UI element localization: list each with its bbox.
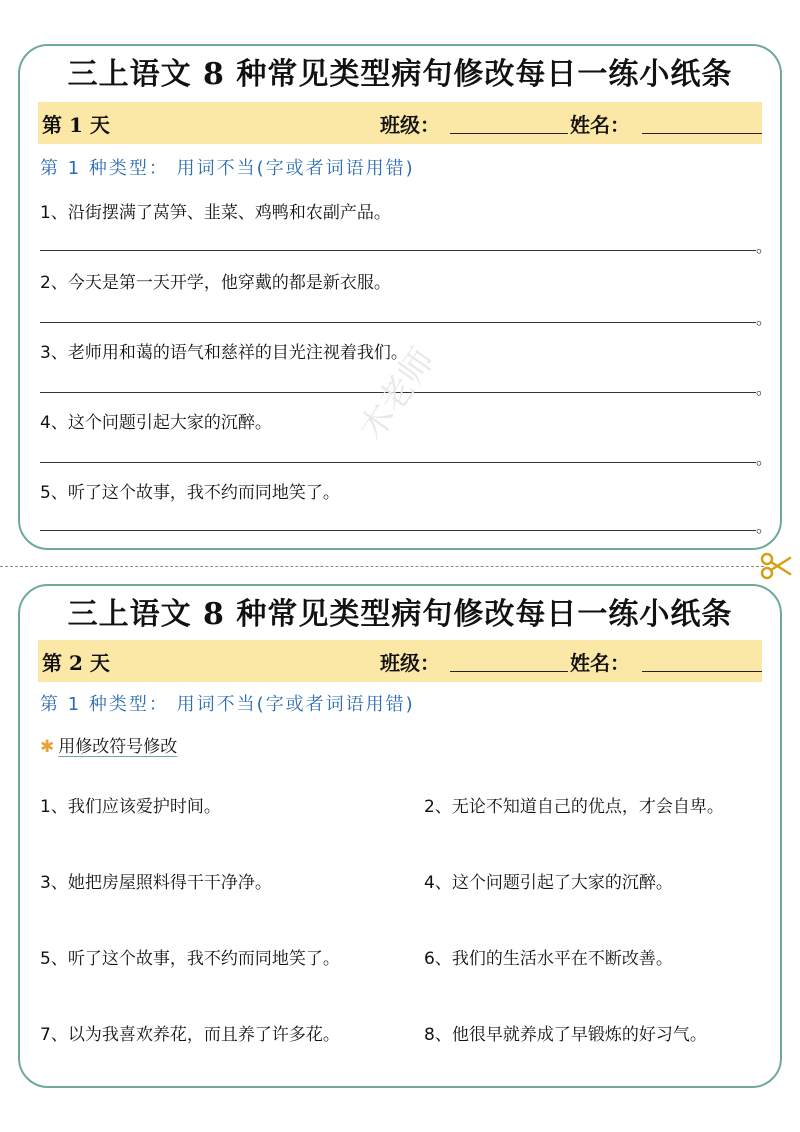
question-1: 1、沿街摆满了莴笋、韭菜、鸡鸭和农副产品。 <box>40 203 391 223</box>
name-blank[interactable] <box>642 671 762 672</box>
question-5: 5、听了这个故事，我不约而同地笑了。 <box>40 483 340 503</box>
exercise-item-5: 5、听了这个故事，我不约而同地笑了。 <box>40 949 340 969</box>
instruction-text: 用修改符号修改 <box>58 737 178 757</box>
exercise-item-6: 6、我们的生活水平在不断改善。 <box>424 949 673 969</box>
class-blank[interactable] <box>450 671 568 672</box>
exercise-item-4: 4、这个问题引起了大家的沉醉。 <box>424 873 673 893</box>
name-label: 姓名： <box>570 112 630 137</box>
question-2: 2、今天是第一天开学，他穿戴的都是新衣服。 <box>40 273 391 293</box>
question-4: 4、这个问题引起大家的沉醉。 <box>40 413 272 433</box>
answer-line-2[interactable] <box>40 322 756 323</box>
asterisk-icon: ✱ <box>40 737 55 757</box>
header-bar <box>38 640 762 682</box>
type-heading: 第 1 种类型： 用词不当(字或者词语用错) <box>40 158 415 179</box>
class-blank[interactable] <box>450 133 568 134</box>
day-label: 第 1 天 <box>42 112 110 137</box>
name-blank[interactable] <box>642 133 762 134</box>
day-label: 第 2 天 <box>42 650 110 675</box>
exercise-item-3: 3、她把房屋照料得干干净净。 <box>40 873 272 893</box>
class-label: 班级： <box>380 650 440 675</box>
question-3: 3、老师用和蔼的语气和慈祥的目光注视着我们。 <box>40 343 408 363</box>
exercise-item-1: 1、我们应该爱护时间。 <box>40 797 221 817</box>
name-label: 姓名： <box>570 650 630 675</box>
cut-line <box>0 566 764 567</box>
header-bar <box>38 102 762 144</box>
answer-end-mark: 。 <box>756 309 773 328</box>
class-label: 班级： <box>380 112 440 137</box>
watermark: 木老师 <box>351 341 443 448</box>
worksheet-card-day1 <box>18 44 782 550</box>
answer-end-mark: 。 <box>756 379 773 398</box>
scissors-icon <box>760 552 792 580</box>
answer-end-mark: 。 <box>756 237 773 256</box>
exercise-item-7: 7、以为我喜欢养花，而且养了许多花。 <box>40 1025 340 1045</box>
answer-line-5[interactable] <box>40 530 756 531</box>
exercise-item-8: 8、他很早就养成了早锻炼的好习气。 <box>424 1025 707 1045</box>
exercise-item-2: 2、无论不知道自己的优点，才会自卑。 <box>424 797 724 817</box>
instruction <box>40 732 177 757</box>
answer-line-1[interactable] <box>40 250 756 251</box>
card-title: 三上语文 8 种常见类型病句修改每日一练小纸条 <box>67 57 733 92</box>
answer-end-mark: 。 <box>756 449 773 468</box>
type-heading: 第 1 种类型： 用词不当(字或者词语用错) <box>40 694 415 715</box>
answer-end-mark: 。 <box>756 517 773 536</box>
worksheet-card-day2 <box>18 584 782 1088</box>
answer-line-4[interactable] <box>40 462 756 463</box>
card-title: 三上语文 8 种常见类型病句修改每日一练小纸条 <box>67 597 733 632</box>
